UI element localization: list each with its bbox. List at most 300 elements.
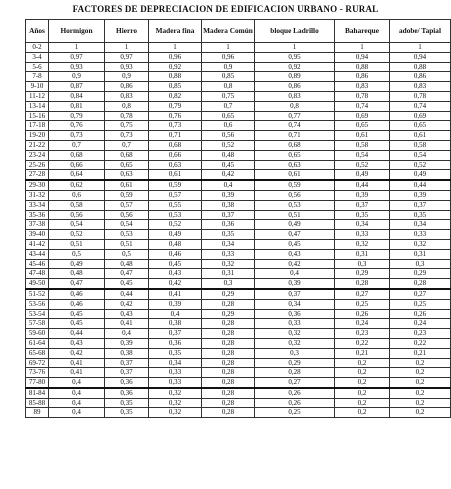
factor-cell: 0,87 (49, 82, 105, 92)
factor-cell: 0,96 (149, 52, 202, 62)
factor-cell: 0,28 (202, 329, 255, 339)
factor-cell: 1 (390, 43, 451, 53)
factor-cell: 0,26 (335, 309, 390, 319)
factor-cell: 0,88 (390, 62, 451, 72)
factor-cell: 0,63 (105, 170, 149, 180)
factor-cell: 0,28 (390, 279, 451, 289)
factor-cell: 0,8 (202, 82, 255, 92)
factor-cell: 0,49 (390, 170, 451, 180)
table-row (26, 62, 451, 72)
factor-cell: 0,43 (105, 309, 149, 319)
table-row (26, 338, 451, 348)
factor-cell: 0,65 (202, 111, 255, 121)
factor-cell: 0,46 (49, 299, 105, 309)
factor-cell: 0,31 (335, 249, 390, 259)
factor-cell: 0,48 (149, 239, 202, 249)
factor-cell: 0,61 (149, 170, 202, 180)
row-years-cell: 51-52 (26, 289, 49, 299)
factor-cell: 0,33 (335, 230, 390, 240)
row-years-cell: 41-42 (26, 239, 49, 249)
factor-cell: 0,36 (149, 338, 202, 348)
document-title: FACTORES DE DEPRECIACION DE EDIFICACION URBANO - RURAL (72, 4, 379, 14)
factor-cell: 0,43 (49, 338, 105, 348)
factor-cell: 0,79 (49, 111, 105, 121)
row-years-cell: 21-22 (26, 140, 49, 150)
factor-cell: 0,48 (49, 269, 105, 279)
factor-cell: 0,38 (105, 348, 149, 358)
depreciation-table (25, 19, 451, 418)
factor-cell: 0,37 (335, 200, 390, 210)
factor-cell: 0,71 (149, 131, 202, 141)
factor-cell: 0,61 (105, 180, 149, 190)
factor-cell: 0,48 (202, 150, 255, 160)
factor-cell: 0,94 (335, 52, 390, 62)
factor-cell: 0,86 (105, 82, 149, 92)
header-madera-comun: Madera Común (202, 20, 255, 43)
factor-cell: 0,2 (390, 368, 451, 378)
factor-cell: 0,56 (49, 210, 105, 220)
factor-cell: 0,85 (149, 82, 202, 92)
factor-cell: 0,54 (105, 220, 149, 230)
factor-cell: 0,2 (335, 408, 390, 418)
factor-cell: 0,45 (255, 239, 335, 249)
factor-cell: 0,73 (49, 131, 105, 141)
factor-cell: 1 (335, 43, 390, 53)
factor-cell: 0,59 (149, 180, 202, 190)
table-row (26, 358, 451, 368)
factor-cell: 0,4 (202, 180, 255, 190)
factor-cell: 0,52 (202, 140, 255, 150)
factor-cell: 0,96 (202, 52, 255, 62)
factor-cell: 0,4 (149, 309, 202, 319)
factor-cell: 0,9 (49, 72, 105, 82)
factor-cell: 0,47 (255, 230, 335, 240)
factor-cell: 0,73 (149, 121, 202, 131)
factor-cell: 0,2 (335, 388, 390, 398)
header-adobe-tapial: adobe/ Tapial (390, 20, 451, 43)
factor-cell: 0,53 (149, 210, 202, 220)
factor-cell: 0,33 (390, 230, 451, 240)
factor-cell: 0,5 (105, 249, 149, 259)
factor-cell: 0,78 (335, 91, 390, 101)
table-row (26, 408, 451, 418)
factor-cell: 0,28 (202, 358, 255, 368)
factor-cell: 0,82 (149, 91, 202, 101)
row-years-cell: 77-80 (26, 378, 49, 388)
row-years-cell: 45-46 (26, 259, 49, 269)
factor-cell: 0,4 (49, 378, 105, 388)
factor-cell: 0,22 (390, 338, 451, 348)
factor-cell: 0,21 (335, 348, 390, 358)
factor-cell: 0,9 (105, 72, 149, 82)
factor-cell: 0,88 (149, 72, 202, 82)
factor-cell: 0,35 (149, 348, 202, 358)
header-bloque-ladrillo: bloque Ladrillo (255, 20, 335, 43)
factor-cell: 0,42 (149, 279, 202, 289)
factor-cell: 0,39 (202, 190, 255, 200)
factor-cell: 0,33 (149, 378, 202, 388)
row-years-cell: 61-64 (26, 338, 49, 348)
factor-cell: 0,34 (390, 220, 451, 230)
factor-cell: 0,3 (255, 348, 335, 358)
factor-cell: 0,45 (202, 160, 255, 170)
factor-cell: 0,26 (255, 398, 335, 408)
factor-cell: 0,36 (105, 378, 149, 388)
factor-cell: 0,7 (105, 140, 149, 150)
factor-cell: 0,41 (149, 289, 202, 299)
factor-cell: 0,65 (105, 160, 149, 170)
factor-cell: 0,39 (149, 299, 202, 309)
factor-cell: 1 (202, 43, 255, 53)
factor-cell: 0,28 (202, 319, 255, 329)
factor-cell: 0,75 (202, 91, 255, 101)
factor-cell: 0,92 (255, 62, 335, 72)
factor-cell: 0,35 (105, 398, 149, 408)
factor-cell: 0,4 (49, 408, 105, 418)
header-hormigon: Hormigon (49, 20, 105, 43)
factor-cell: 0,2 (335, 358, 390, 368)
table-row (26, 249, 451, 259)
table-row (26, 150, 451, 160)
factor-cell: 0,48 (105, 259, 149, 269)
factor-cell: 0,32 (149, 388, 202, 398)
row-years-cell: 81-84 (26, 388, 49, 398)
factor-cell: 0,47 (49, 279, 105, 289)
factor-cell: 0,44 (390, 180, 451, 190)
factor-cell: 0,61 (335, 131, 390, 141)
factor-cell: 0,45 (49, 309, 105, 319)
factor-cell: 0,28 (202, 388, 255, 398)
factor-cell: 0,32 (149, 408, 202, 418)
factor-cell: 0,97 (49, 52, 105, 62)
factor-cell: 0,63 (149, 160, 202, 170)
factor-cell: 0,62 (49, 180, 105, 190)
factor-cell: 0,7 (49, 140, 105, 150)
factor-cell: 0,54 (335, 150, 390, 160)
factor-cell: 0,34 (149, 358, 202, 368)
factor-cell: 0,68 (255, 140, 335, 150)
factor-cell: 0,86 (390, 72, 451, 82)
row-years-cell: 65-68 (26, 348, 49, 358)
factor-cell: 0,35 (390, 210, 451, 220)
factor-cell: 0,23 (390, 329, 451, 339)
factor-cell: 0,41 (49, 368, 105, 378)
row-years-cell: 59-60 (26, 329, 49, 339)
factor-cell: 0,74 (335, 101, 390, 111)
factor-cell: 0,65 (335, 121, 390, 131)
factor-cell: 0,33 (149, 368, 202, 378)
factor-cell: 0,63 (255, 160, 335, 170)
row-years-cell: 47-48 (26, 269, 49, 279)
row-years-cell: 53-56 (26, 299, 49, 309)
factor-cell: 0,57 (105, 200, 149, 210)
table-row (26, 140, 451, 150)
factor-cell: 0,35 (202, 230, 255, 240)
factor-cell: 0,47 (105, 269, 149, 279)
factor-cell: 0,42 (202, 170, 255, 180)
factor-cell: 0,9 (202, 62, 255, 72)
factor-cell: 0,78 (390, 91, 451, 101)
table-row (26, 378, 451, 388)
factor-cell: 0,51 (49, 239, 105, 249)
table-row (26, 200, 451, 210)
factor-cell: 0,6 (202, 121, 255, 131)
factor-cell: 0,51 (255, 210, 335, 220)
factor-cell: 0,52 (390, 160, 451, 170)
row-years-cell: 17-18 (26, 121, 49, 131)
factor-cell: 0,37 (105, 368, 149, 378)
factor-cell: 0,49 (149, 230, 202, 240)
factor-cell: 0,83 (255, 91, 335, 101)
factor-cell: 0,74 (390, 101, 451, 111)
row-years-cell: 3-4 (26, 52, 49, 62)
table-row (26, 170, 451, 180)
factor-cell: 0,3 (202, 279, 255, 289)
factor-cell: 0,42 (49, 348, 105, 358)
factor-cell: 0,66 (149, 150, 202, 160)
factor-cell: 0,34 (202, 239, 255, 249)
table-row (26, 111, 451, 121)
factor-cell: 0,76 (49, 121, 105, 131)
table-row (26, 131, 451, 141)
table-row (26, 91, 451, 101)
table-row (26, 259, 451, 269)
table-row (26, 319, 451, 329)
table-row (26, 101, 451, 111)
factor-cell: 0,44 (335, 180, 390, 190)
factor-cell: 0,4 (105, 329, 149, 339)
factor-cell: 0,32 (202, 259, 255, 269)
factor-cell: 0,41 (105, 319, 149, 329)
row-years-cell: 35-36 (26, 210, 49, 220)
table-row (26, 180, 451, 190)
factor-cell: 0,29 (202, 289, 255, 299)
factor-cell: 0,29 (390, 269, 451, 279)
factor-cell: 0,77 (255, 111, 335, 121)
factor-cell: 0,4 (49, 388, 105, 398)
factor-cell: 0,85 (202, 72, 255, 82)
header-anos: Años (26, 20, 49, 43)
table-row (26, 220, 451, 230)
factor-cell: 0,29 (202, 309, 255, 319)
factor-cell: 0,31 (390, 249, 451, 259)
factor-cell: 0,23 (335, 329, 390, 339)
factor-cell: 0,37 (255, 289, 335, 299)
factor-cell: 0,83 (390, 82, 451, 92)
factor-cell: 0,58 (390, 140, 451, 150)
table-row (26, 210, 451, 220)
factor-cell: 0,53 (105, 230, 149, 240)
factor-cell: 0,24 (390, 319, 451, 329)
factor-cell: 0,93 (105, 62, 149, 72)
factor-cell: 0,51 (105, 239, 149, 249)
row-years-cell: 13-14 (26, 101, 49, 111)
factor-cell: 0,2 (390, 388, 451, 398)
factor-cell: 0,32 (335, 239, 390, 249)
factor-cell: 0,44 (49, 329, 105, 339)
factor-cell: 0,68 (105, 150, 149, 160)
factor-cell: 0,93 (49, 62, 105, 72)
factor-cell: 0,42 (105, 299, 149, 309)
factor-cell: 0,86 (255, 82, 335, 92)
row-years-cell: 89 (26, 408, 49, 418)
factor-cell: 0,27 (335, 289, 390, 299)
header-row (26, 20, 451, 43)
factor-cell: 1 (49, 43, 105, 53)
factor-cell: 0,83 (105, 91, 149, 101)
table-row (26, 279, 451, 289)
factor-cell: 0,32 (255, 338, 335, 348)
factor-cell: 0,43 (255, 249, 335, 259)
table-row (26, 269, 451, 279)
table-row (26, 348, 451, 358)
row-years-cell: 29-30 (26, 180, 49, 190)
factor-cell: 0,28 (335, 279, 390, 289)
factor-cell: 0,2 (335, 378, 390, 388)
table-row (26, 43, 451, 53)
factor-cell: 0,59 (255, 180, 335, 190)
row-years-cell: 73-76 (26, 368, 49, 378)
factor-cell: 0,78 (105, 111, 149, 121)
row-years-cell: 23-24 (26, 150, 49, 160)
row-years-cell: 25-26 (26, 160, 49, 170)
factor-cell: 0,68 (49, 150, 105, 160)
factor-cell: 0,65 (255, 150, 335, 160)
row-years-cell: 49-50 (26, 279, 49, 289)
factor-cell: 0,2 (390, 378, 451, 388)
factor-cell: 0,64 (49, 170, 105, 180)
row-years-cell: 85-88 (26, 398, 49, 408)
factor-cell: 0,38 (202, 200, 255, 210)
factor-cell: 0,28 (202, 338, 255, 348)
factor-cell: 0,45 (49, 319, 105, 329)
row-years-cell: 39-40 (26, 230, 49, 240)
factor-cell: 0,58 (335, 140, 390, 150)
factor-cell: 0,28 (202, 408, 255, 418)
factor-cell: 0,39 (255, 279, 335, 289)
factor-cell: 0,52 (335, 160, 390, 170)
factor-cell: 0,86 (335, 72, 390, 82)
row-years-cell: 19-20 (26, 131, 49, 141)
factor-cell: 1 (149, 43, 202, 53)
factor-cell: 0,71 (255, 131, 335, 141)
table-row (26, 388, 451, 398)
table-row (26, 299, 451, 309)
table-row (26, 190, 451, 200)
factor-cell: 0,27 (390, 289, 451, 299)
factor-cell: 0,88 (335, 62, 390, 72)
factor-cell: 0,57 (149, 190, 202, 200)
factor-cell: 0,28 (202, 299, 255, 309)
factor-cell: 0,69 (390, 111, 451, 121)
table-row (26, 289, 451, 299)
factor-cell: 0,49 (255, 220, 335, 230)
factor-cell: 0,2 (335, 398, 390, 408)
row-years-cell: 5-6 (26, 62, 49, 72)
factor-cell: 0,28 (202, 378, 255, 388)
factor-cell: 0,4 (49, 398, 105, 408)
table-row (26, 398, 451, 408)
row-years-cell: 53-54 (26, 309, 49, 319)
table-row (26, 239, 451, 249)
row-years-cell: 11-12 (26, 91, 49, 101)
header-bahareque: Bahareque (335, 20, 390, 43)
factor-cell: 0,3 (335, 259, 390, 269)
table-row (26, 329, 451, 339)
factor-cell: 0,83 (335, 82, 390, 92)
factor-cell: 0,41 (49, 358, 105, 368)
factor-cell: 0,61 (390, 131, 451, 141)
factor-cell: 0,81 (49, 101, 105, 111)
factor-cell: 0,59 (105, 190, 149, 200)
factor-cell: 0,73 (105, 131, 149, 141)
factor-cell: 0,94 (390, 52, 451, 62)
factor-cell: 0,42 (255, 259, 335, 269)
factor-cell: 0,2 (390, 408, 451, 418)
header-madera-fina: Madera fina (149, 20, 202, 43)
factor-cell: 0,89 (255, 72, 335, 82)
factor-cell: 0,46 (49, 289, 105, 299)
factor-cell: 0,56 (105, 210, 149, 220)
factor-cell: 0,28 (202, 348, 255, 358)
factor-cell: 0,45 (105, 279, 149, 289)
factor-cell: 0,54 (49, 220, 105, 230)
factor-cell: 0,36 (105, 388, 149, 398)
table-row (26, 230, 451, 240)
factor-cell: 0,43 (149, 269, 202, 279)
factor-cell: 0,32 (390, 239, 451, 249)
factor-cell: 0,28 (202, 398, 255, 408)
factor-cell: 0,66 (49, 160, 105, 170)
factor-cell: 0,39 (335, 190, 390, 200)
factor-cell: 0,38 (149, 319, 202, 329)
factor-cell: 0,24 (335, 319, 390, 329)
table-row (26, 82, 451, 92)
factor-cell: 0,25 (255, 408, 335, 418)
factor-cell: 0,97 (105, 52, 149, 62)
factor-cell: 0,37 (202, 210, 255, 220)
header-hierro: Hierro (105, 20, 149, 43)
factor-cell: 0,35 (335, 210, 390, 220)
row-years-cell: 15-16 (26, 111, 49, 121)
factor-cell: 0,52 (149, 220, 202, 230)
factor-cell: 0,2 (390, 358, 451, 368)
factor-cell: 0,69 (335, 111, 390, 121)
factor-cell: 0,2 (335, 368, 390, 378)
factor-cell: 0,46 (149, 249, 202, 259)
factor-cell: 0,54 (390, 150, 451, 160)
table-row (26, 368, 451, 378)
factor-cell: 0,34 (255, 299, 335, 309)
factor-cell: 0,55 (149, 200, 202, 210)
factor-cell: 0,33 (255, 319, 335, 329)
factor-cell: 0,28 (202, 368, 255, 378)
factor-cell: 0,61 (255, 170, 335, 180)
factor-cell: 0,39 (105, 338, 149, 348)
table-header (26, 20, 451, 43)
factor-cell: 0,25 (390, 299, 451, 309)
table-row (26, 72, 451, 82)
row-years-cell: 7-8 (26, 72, 49, 82)
factor-cell: 0,79 (149, 101, 202, 111)
factor-cell: 0,52 (49, 230, 105, 240)
factor-cell: 0,56 (255, 190, 335, 200)
factor-cell: 0,32 (149, 398, 202, 408)
factor-cell: 1 (255, 43, 335, 53)
factor-cell: 0,75 (105, 121, 149, 131)
row-years-cell: 43-44 (26, 249, 49, 259)
factor-cell: 0,2 (390, 398, 451, 408)
